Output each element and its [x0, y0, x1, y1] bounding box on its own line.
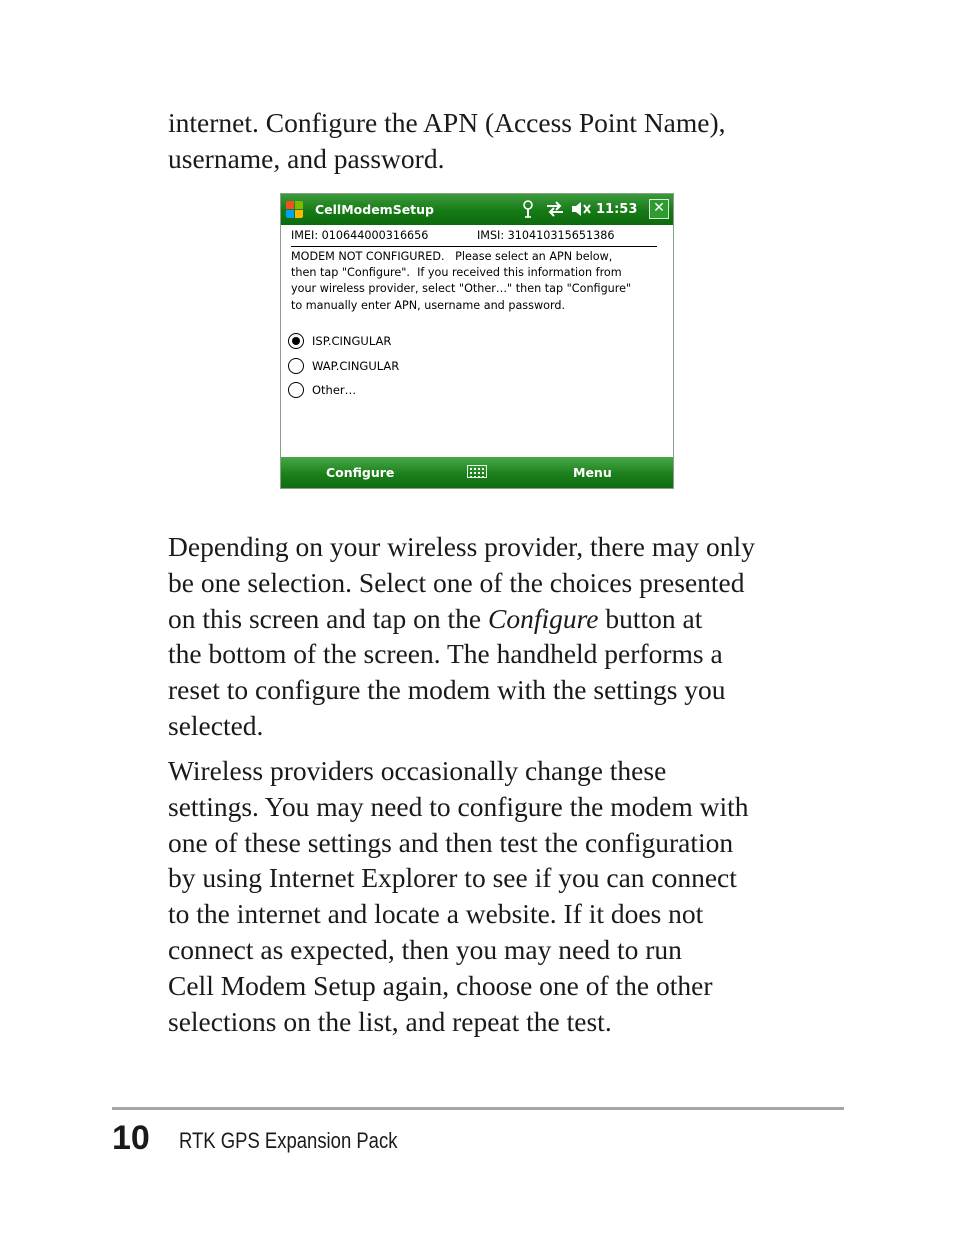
- app-title: CellModemSetup: [315, 202, 435, 217]
- message-line: MODEM NOT CONFIGURED. Please select an APN below,: [291, 250, 613, 263]
- windows-start-icon[interactable]: [286, 201, 304, 219]
- running-title: RTK GPS Expansion Pack: [179, 1128, 398, 1153]
- text-run: button at: [598, 602, 703, 634]
- intro-line: internet. Configure the APN (Access Point Name),: [168, 107, 726, 138]
- message-line: to manually enter APN, username and password.: [291, 298, 566, 312]
- intro-paragraph: [168, 105, 858, 177]
- footer-rule: [112, 1107, 844, 1110]
- wireless-paragraph: [168, 753, 858, 1039]
- radio-icon[interactable]: [288, 382, 304, 398]
- depending-paragraph: [168, 529, 858, 744]
- configure-emphasis: Configure: [487, 602, 599, 634]
- message-line: your wireless provider, select "Other…" then tap "Configure": [291, 282, 632, 296]
- text-run: on this screen and tap on the: [168, 602, 488, 634]
- wireless-line: selections on the list, and repeat the test.: [168, 1005, 612, 1037]
- radio-selected-icon[interactable]: [288, 333, 304, 349]
- signal-antenna-icon[interactable]: [522, 200, 534, 222]
- message-line: then tap "Configure". If you received this information from: [291, 266, 622, 280]
- configure-softkey[interactable]: Configure: [326, 465, 395, 480]
- depending-line: the bottom of the screen. The handheld performs a: [168, 638, 723, 670]
- apn-option-label: ISP.CINGULAR: [312, 334, 392, 348]
- wireless-line: settings. You may need to configure the modem with: [168, 790, 749, 822]
- depending-line: selected.: [168, 709, 264, 741]
- status-message: [291, 249, 666, 314]
- clock[interactable]: 11:53: [596, 202, 638, 217]
- radio-icon[interactable]: [288, 358, 304, 374]
- imei-label: IMEI: 010644000316656: [291, 229, 429, 242]
- keyboard-icon[interactable]: [467, 465, 487, 478]
- depending-line: Depending on your wireless provider, there may only: [168, 531, 755, 562]
- wireless-line: Cell Modem Setup again, choose one of the other: [168, 969, 713, 1001]
- imsi-label: IMSI: 310410315651386: [477, 229, 615, 242]
- device-ids: [291, 229, 657, 247]
- apn-option-label: WAP.CINGULAR: [312, 359, 400, 373]
- depending-line: [168, 601, 858, 637]
- wireless-line: by using Internet Explorer to see if you can connect: [168, 862, 737, 894]
- speaker-muted-icon[interactable]: [571, 200, 593, 222]
- data-connection-icon[interactable]: [545, 200, 565, 222]
- softkey-bar: [281, 457, 673, 488]
- wireless-line: Wireless providers occasionally change these: [168, 755, 667, 786]
- title-bar: [281, 194, 673, 225]
- cell-modem-setup-screenshot: [280, 193, 674, 489]
- wireless-line: connect as expected, then you may need to run: [168, 933, 682, 965]
- apn-option-label: Other…: [312, 383, 357, 397]
- close-icon[interactable]: ✕: [649, 199, 669, 219]
- wireless-line: to the internet and locate a website. If it does not: [168, 898, 704, 930]
- depending-line: reset to configure the modem with the settings you: [168, 674, 726, 706]
- page-number: 10: [112, 1119, 150, 1157]
- menu-softkey[interactable]: Menu: [573, 465, 612, 480]
- intro-line: username, and password.: [168, 142, 445, 174]
- depending-line: be one selection. Select one of the choices presented: [168, 566, 745, 598]
- wireless-line: one of these settings and then test the configuration: [168, 826, 734, 858]
